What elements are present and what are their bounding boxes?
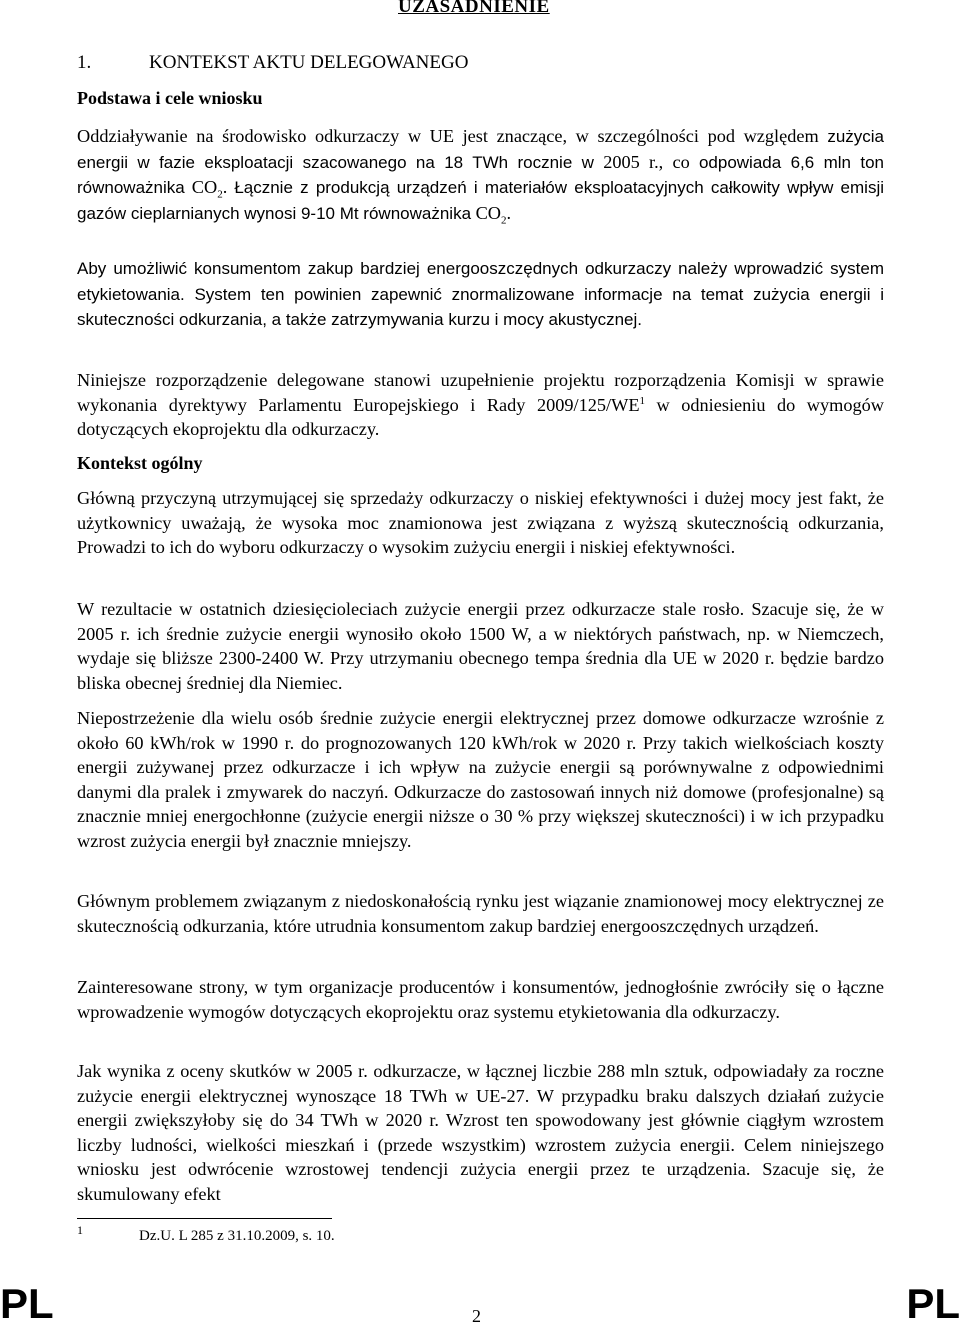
p2-text-b: System ten powinien zapewnić znormalizowane informacje na temat zużycia energii i skuteczności odkurzania, a także zatrzymywania kurzu i mocy akustycznej.	[77, 284, 884, 330]
p3-text-b: w odniesieniu do wymogów dotyczących ekoprojektu dla odkurzaczy.	[77, 394, 884, 440]
p1-text-sans3: Łącznie z produkcją urządzeń i materiałów eksploatacyjnych całkowity wpływ emisji gazów cieplarnianych wynosi 9-10 Mt równoważnika	[77, 178, 885, 223]
p1-subscript-2: 2	[501, 214, 507, 227]
paragraph-household-consumption: Niepostrzeżenie dla wielu osób średnie zużycie energii elektrycznej przez domowe odkurzacze wzrośnie z około 60 kWh/rok w 1990 r. do prognozowanych 120 kWh/rok w 2020 r. Przy takich wielkościach koszty energii zużywanej przez odkurzacze i ich wpływ na zużycie energii są porównywalne z odpowiednimi danymi dla pralek i zmywarek do naczyń. Odkurzacze do zastosowań innych niż domowe (profesjonalne) są znacznie mniej energochłonne (zużycie energii niższe o 30 % przy większej skuteczności) i w ich przypadku wzrost zużycia energii był znacznie mniejszy.	[77, 708, 884, 851]
p1-text-sans2: odpowiada 6,6 mln ton równoważnika	[77, 152, 885, 198]
paragraph-regulation	[77, 368, 884, 442]
footnote-number: 1	[77, 1223, 83, 1237]
p2-text-a: Aby umożliwić konsumentom zakup bardziej energooszczędnych odkurzaczy należy wprowadzić system etykietowania.	[77, 259, 884, 304]
paragraph-consumption-growth: W rezultacie w ostatnich dziesięcioleciach zużycie energii przez odkurzacze stale rosło. Szacuje się, że w 2005 r. ich średnie zużycie energii wynosiło około 1500 W, a w niektórych państwach, np. w Niemczech, wydaje się bliższe 2300-2400 W. Przy utrzymaniu obecnego tempa średnia dla UE w 2020 r. będzie bardzo bliska obecnej średniej dla Niemiec.	[77, 599, 884, 693]
p1-subscript-1: 2	[217, 188, 223, 201]
footnote-reference[interactable]: 1	[639, 394, 646, 407]
paragraph-cause: Główną przyczyną utrzymującej się sprzedaży odkurzaczy o niskiej efektywności i dużej mocy jest fakt, że użytkownicy uważają, że wysoka moc znamionowa jest związana z wyższą skutecznością odkurzania, Prowadzi to ich do wyboru odkurzaczy o wysokim zużyciu energii i niskiej efektywności.	[77, 488, 884, 558]
section-heading	[77, 52, 468, 74]
paragraph-stakeholders: Zainteresowane strony, w tym organizacje producentów i konsumentów, jednogłośnie zwróciły się o łączne wprowadzenie wymogów dotyczących ekoprojektu oraz systemu etykietowania dla odkurzaczy.	[77, 977, 884, 1022]
paragraph-impact-assessment: Jak wynika z oceny skutków w 2005 r. odkurzacze, w łącznej liczbie 288 mln sztuk, odpowiadały za roczne zużycie energii elektrycznej wynoszące 18 TWh w UE-27. W przypadku braku dalszych działań zużycie energii zwiększyłoby się do 34 TWh w 2020 r. Wzrost ten spowodowany jest głównie ciągłym wzrostem liczby ludności, wielkości mieszkań i (przede wszystkim) wzrostem zużycia energii. Celem niniejszego wniosku jest odwrócenie wzrostowej tendencji zużycia energii przez te urządzenia. Szacuje się, że skumulowany efekt	[77, 1061, 884, 1204]
p1-text-c: CO	[184, 177, 218, 198]
footnote	[77, 1223, 335, 1245]
p1-text-f: .	[506, 202, 512, 223]
p1-text-sans1: zużycia energii w fazie eksploatacji szacowanego na 18 TWh rocznie w	[77, 127, 884, 172]
p1-text-a: Oddziaływanie na środowisko odkurzaczy w UE jest znaczące, w szczególności pod względem	[77, 126, 828, 146]
subheading-basis: Podstawa i cele wniosku	[77, 88, 263, 108]
page-number: 2	[472, 1306, 481, 1326]
paragraph-market-failure: Głównym problemem związanym z niedoskonałością rynku jest wiązanie znamionowej mocy elektrycznej ze skutecznością odkurzania, które utrudnia konsumentom zakup bardziej energooszczędnych urządzeń.	[77, 891, 884, 936]
footer-language-right: PL	[906, 1280, 960, 1327]
footnote-separator	[77, 1218, 332, 1219]
paragraph-labelling	[77, 256, 884, 333]
footer-language-left: PL	[0, 1280, 54, 1327]
subheading-general: Kontekst ogólny	[77, 453, 203, 473]
p1-text-b: 2005 r., co	[593, 151, 699, 172]
p1-text-d: .	[222, 177, 235, 198]
p1-text-e: CO	[471, 202, 501, 223]
p3-text-a: Niniejsze rozporządzenie delegowane stanowi uzupełnienie projektu rozporządzenia Komisji w sprawie wykonania dyrektywy Parlamentu Europejskiego i Rady 2009/125/WE	[77, 370, 884, 415]
footnote-text: Dz.U. L 285 z 31.10.2009, s. 10.	[139, 1228, 335, 1244]
section-number: 1.	[77, 52, 92, 73]
paragraph-impact	[77, 124, 884, 226]
document-title: UZASADNIENIE	[398, 0, 550, 17]
section-title: KONTEKST AKTU DELEGOWANEGO	[149, 52, 469, 73]
